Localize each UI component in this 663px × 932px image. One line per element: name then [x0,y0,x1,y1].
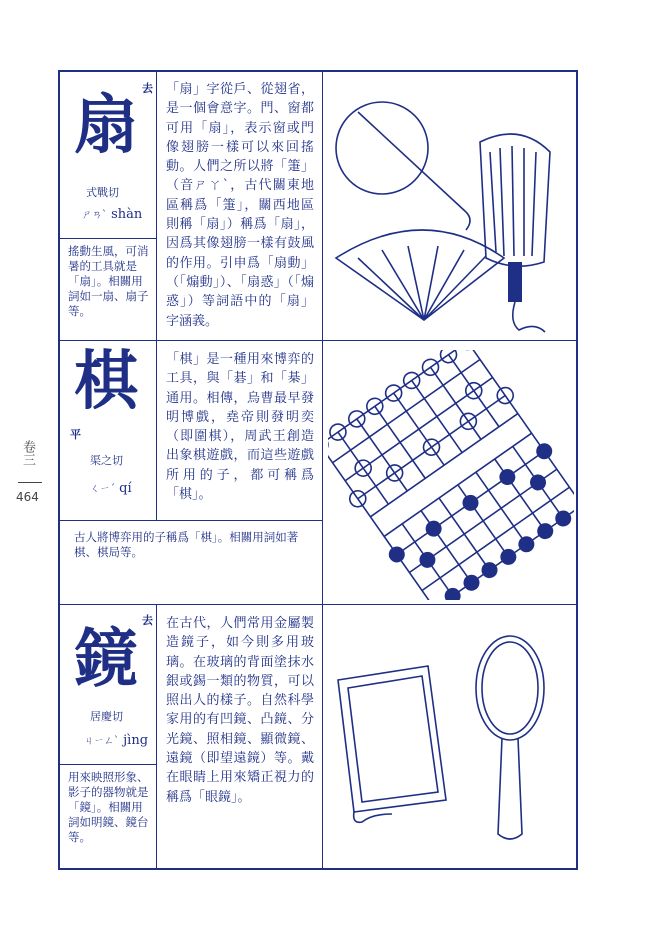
head-column-divider [156,604,157,870]
entry-body: 「棋」是一種用來博弈的工具，與「碁」和「棊」通用。相傳，烏曹最早發明博戲，堯帝則發明奕（即圍棋），周武王創造出象棋遊戲，而這些遊戲所用的子，都可稱爲「棋」。 [166,352,314,503]
fanqie-reading: 居慶切 [90,710,123,723]
zhuyin: ㄑㄧˊ [90,484,115,495]
pronunciation [82,206,142,222]
entry-note: 搖動生風，可消暑的工具就是「扇」。相關用詞如一扇、扇子等。 [68,244,149,318]
sidebar-divider [18,482,42,483]
zhuyin: ㄐㄧㄥˋ [84,736,119,747]
pronunciation [90,480,132,496]
note-separator [60,238,156,239]
zhuyin: ㄕㄢˋ [82,210,107,221]
entry-note: 古人將博弈用的子稱爲「棋」。相關用詞如著棋、棋局等。 [74,530,299,559]
entry-body: 在古代，人們常用金屬製造鏡子，如今則多用玻璃。在玻璃的背面塗抹水銀或錫一類的物質，可以照出人的樣子。自然科學家用的有凹鏡、凸鏡、分光鏡、照相鏡、顯微鏡、遠鏡（即望遠鏡）等。戴在眼睛上用來矯正視力的稱爲「眼鏡」。 [166,616,314,805]
hand-mirror-icon [476,636,544,839]
pinyin: shàn [111,207,143,222]
headword-char: 鏡 [74,622,138,697]
headword-char: 扇 [74,88,138,163]
whisk-icon [480,134,550,332]
note-separator [60,520,322,521]
pinyin: jìng [123,733,149,748]
pinyin: qí [119,481,132,496]
fanqie-reading: 式戰切 [86,186,119,199]
head-column-divider [156,340,157,520]
headword-char: 棋 [74,344,138,419]
column-divider [322,72,323,870]
note-separator [60,764,156,765]
head-column-divider [156,72,157,340]
row-divider [60,604,576,605]
entry-note: 用來映照形象、影子的器物就是「鏡」。相關用詞如明鏡、鏡台等。 [68,770,149,844]
fan-illustration [328,82,574,336]
entry-body: 「扇」字從戶、從翅省，是一個會意字。門、窗都可用「扇」，表示窗或門像翅膀一樣可以來回搖動。人們之所以將「箑」（音ㄕㄚˋ，古代關東地區稱爲「箑」，關西地區則稱「扇」）稱爲「扇」，因爲其像翅膀一樣有鼓風的作用。引申爲「扇動」（「煽動」）、「扇惑」（「煽惑」）等詞語中的「扇」字涵義。 [166,82,314,329]
tone-mark: 平 [70,428,81,441]
row-divider [60,340,576,341]
tone-mark: 去 [142,614,153,627]
chess-illustration [328,350,574,600]
round-fan-icon [336,102,428,194]
page-number: 464 [16,490,39,504]
tone-mark: 去 [142,82,153,95]
volume-label: 卷三 [20,440,35,466]
fanqie-reading: 渠之切 [90,454,123,467]
mirror-illustration [328,616,574,866]
dictionary-frame [58,70,578,870]
standing-mirror-icon [338,666,446,822]
pronunciation [84,732,148,748]
